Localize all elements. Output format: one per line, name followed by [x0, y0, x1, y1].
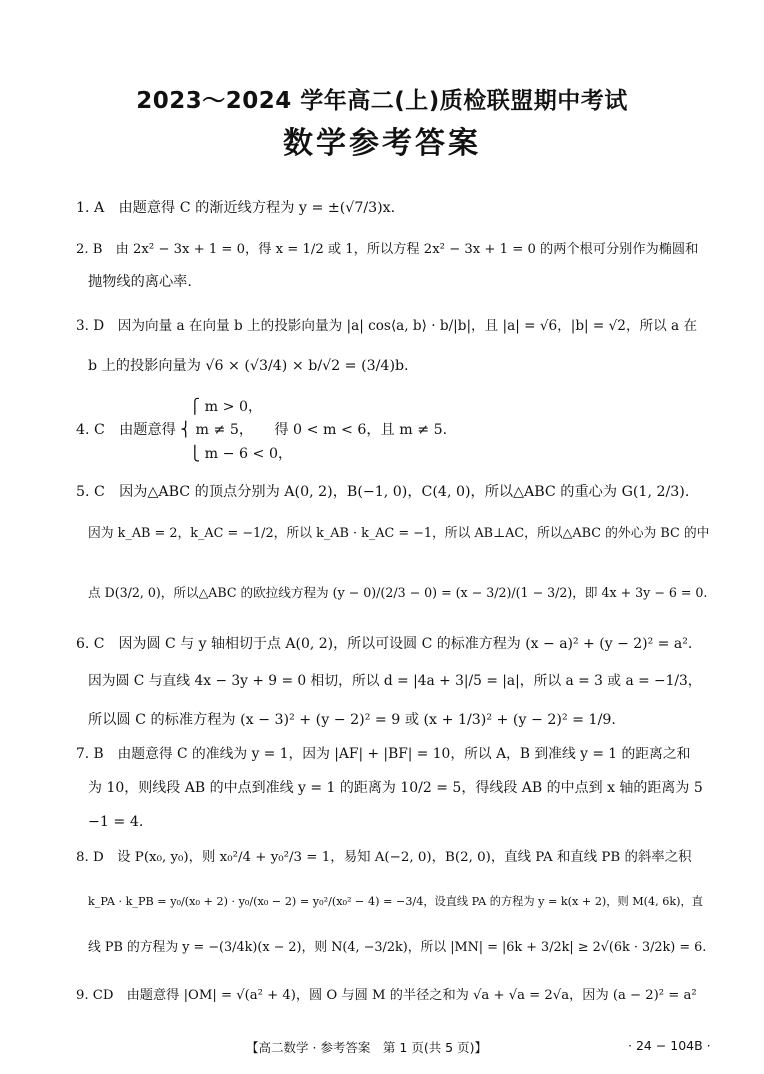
answer-8-line-3: 线 PB 的方程为 y = −(3/4k)(x − 2)，则 N(4, −3/2k)，所以 |MN| = |6k + 3/2k| ≥ 2√(6k · 3/2k) = 6.: [88, 940, 707, 955]
answer-5-line-1: 5. C 因为△ABC 的顶点分别为 A(0, 2)，B(−1, 0)，C(4, 0)，所以△ABC 的重心为 G(1, 2/3).: [76, 484, 690, 500]
answer-4-line-3: ⎩ m − 6 < 0，: [76, 446, 293, 462]
answer-7-line-2: 为 10，则线段 AB 的中点到准线 y = 1 的距离为 10/2 = 5，得线段 AB 的中点到 x 轴的距离为 5: [88, 780, 703, 796]
answer-8-line-2: k_PA · k_PB = y₀/(x₀ + 2) · y₀/(x₀ − 2) = y₀²/(x₀² − 4) = −3/4，设直线 PA 的方程为 y = k(x + 2)，则 M(4, 6k)，直: [88, 895, 703, 908]
answer-4-line-1: ⎧ m > 0，: [76, 399, 263, 415]
answer-1-line-1: 1. A 由题意得 C 的渐近线方程为 y = ±(√7/3)x.: [76, 200, 396, 216]
answer-9-line-1: 9. CD 由题意得 |OM| = √(a² + 4)，圆 O 与圆 M 的半径之和为 √a + √a = 2√a，因为 (a − 2)² = a²: [76, 988, 697, 1003]
answer-2-line-2: 抛物线的离心率.: [88, 274, 192, 290]
answer-7-line-3: −1 = 4.: [88, 814, 144, 830]
answer-5-line-3: 点 D(3/2, 0)，所以△ABC 的欧拉线方程为 (y − 0)/(2/3 − 0) = (x − 3/2)/(1 − 3/2)，即 4x + 3y − 6 = 0.: [88, 585, 708, 600]
answer-6-line-3: 所以圆 C 的标准方程为 (x − 3)² + (y − 2)² = 9 或 (x + 1/3)² + (y − 2)² = 1/9.: [88, 712, 616, 728]
exam-title: 2023～2024 学年高二(上)质检联盟期中考试: [136, 88, 628, 114]
answer-4-line-2: 4. C 由题意得 ⎨ m ≠ 5， 得 0 < m < 6，且 m ≠ 5.: [76, 422, 448, 438]
answer-6-line-1: 6. C 因为圆 C 与 y 轴相切于点 A(0, 2)，所以可设圆 C 的标准方程为 (x − a)² + (y − 2)² = a².: [76, 636, 693, 652]
document-code: · 24 − 104B ·: [628, 1038, 711, 1053]
answer-5-line-2: 因为 k_AB = 2，k_AC = −1/2，所以 k_AB · k_AC = −1，所以 AB⊥AC，所以△ABC 的外心为 BC 的中: [88, 526, 710, 541]
answer-8-line-1: 8. D 设 P(x₀, y₀)，则 x₀²/4 + y₀²/3 = 1，易知 A(−2, 0)，B(2, 0)，直线 PA 和直线 PB 的斜率之积: [76, 850, 692, 865]
page-footer: 【高二数学 · 参考答案 第 1 页(共 5 页)】: [246, 1040, 487, 1055]
answer-3-line-2: b 上的投影向量为 √6 × (√3/4) × b/√2 = (3/4)b.: [88, 358, 409, 374]
answer-3-line-1: 3. D 因为向量 a 在向量 b 上的投影向量为 |a| cos⟨a, b⟩ · b/|b|，且 |a| = √6，|b| = √2，所以 a 在: [76, 318, 698, 334]
answer-2-line-1: 2. B 由 2x² − 3x + 1 = 0，得 x = 1/2 或 1，所以方程 2x² − 3x + 1 = 0 的两个根可分别作为椭圆和: [76, 242, 699, 257]
answer-6-line-2: 因为圆 C 与直线 4x − 3y + 9 = 0 相切，所以 d = |4a + 3|/5 = |a|，所以 a = 3 或 a = −1/3，: [88, 673, 702, 689]
answer-key-title: 数学参考答案: [283, 126, 481, 161]
answer-7-line-1: 7. B 由题意得 C 的准线为 y = 1，因为 |AF| + |BF| = 10，所以 A，B 到准线 y = 1 的距离之和: [76, 746, 691, 762]
